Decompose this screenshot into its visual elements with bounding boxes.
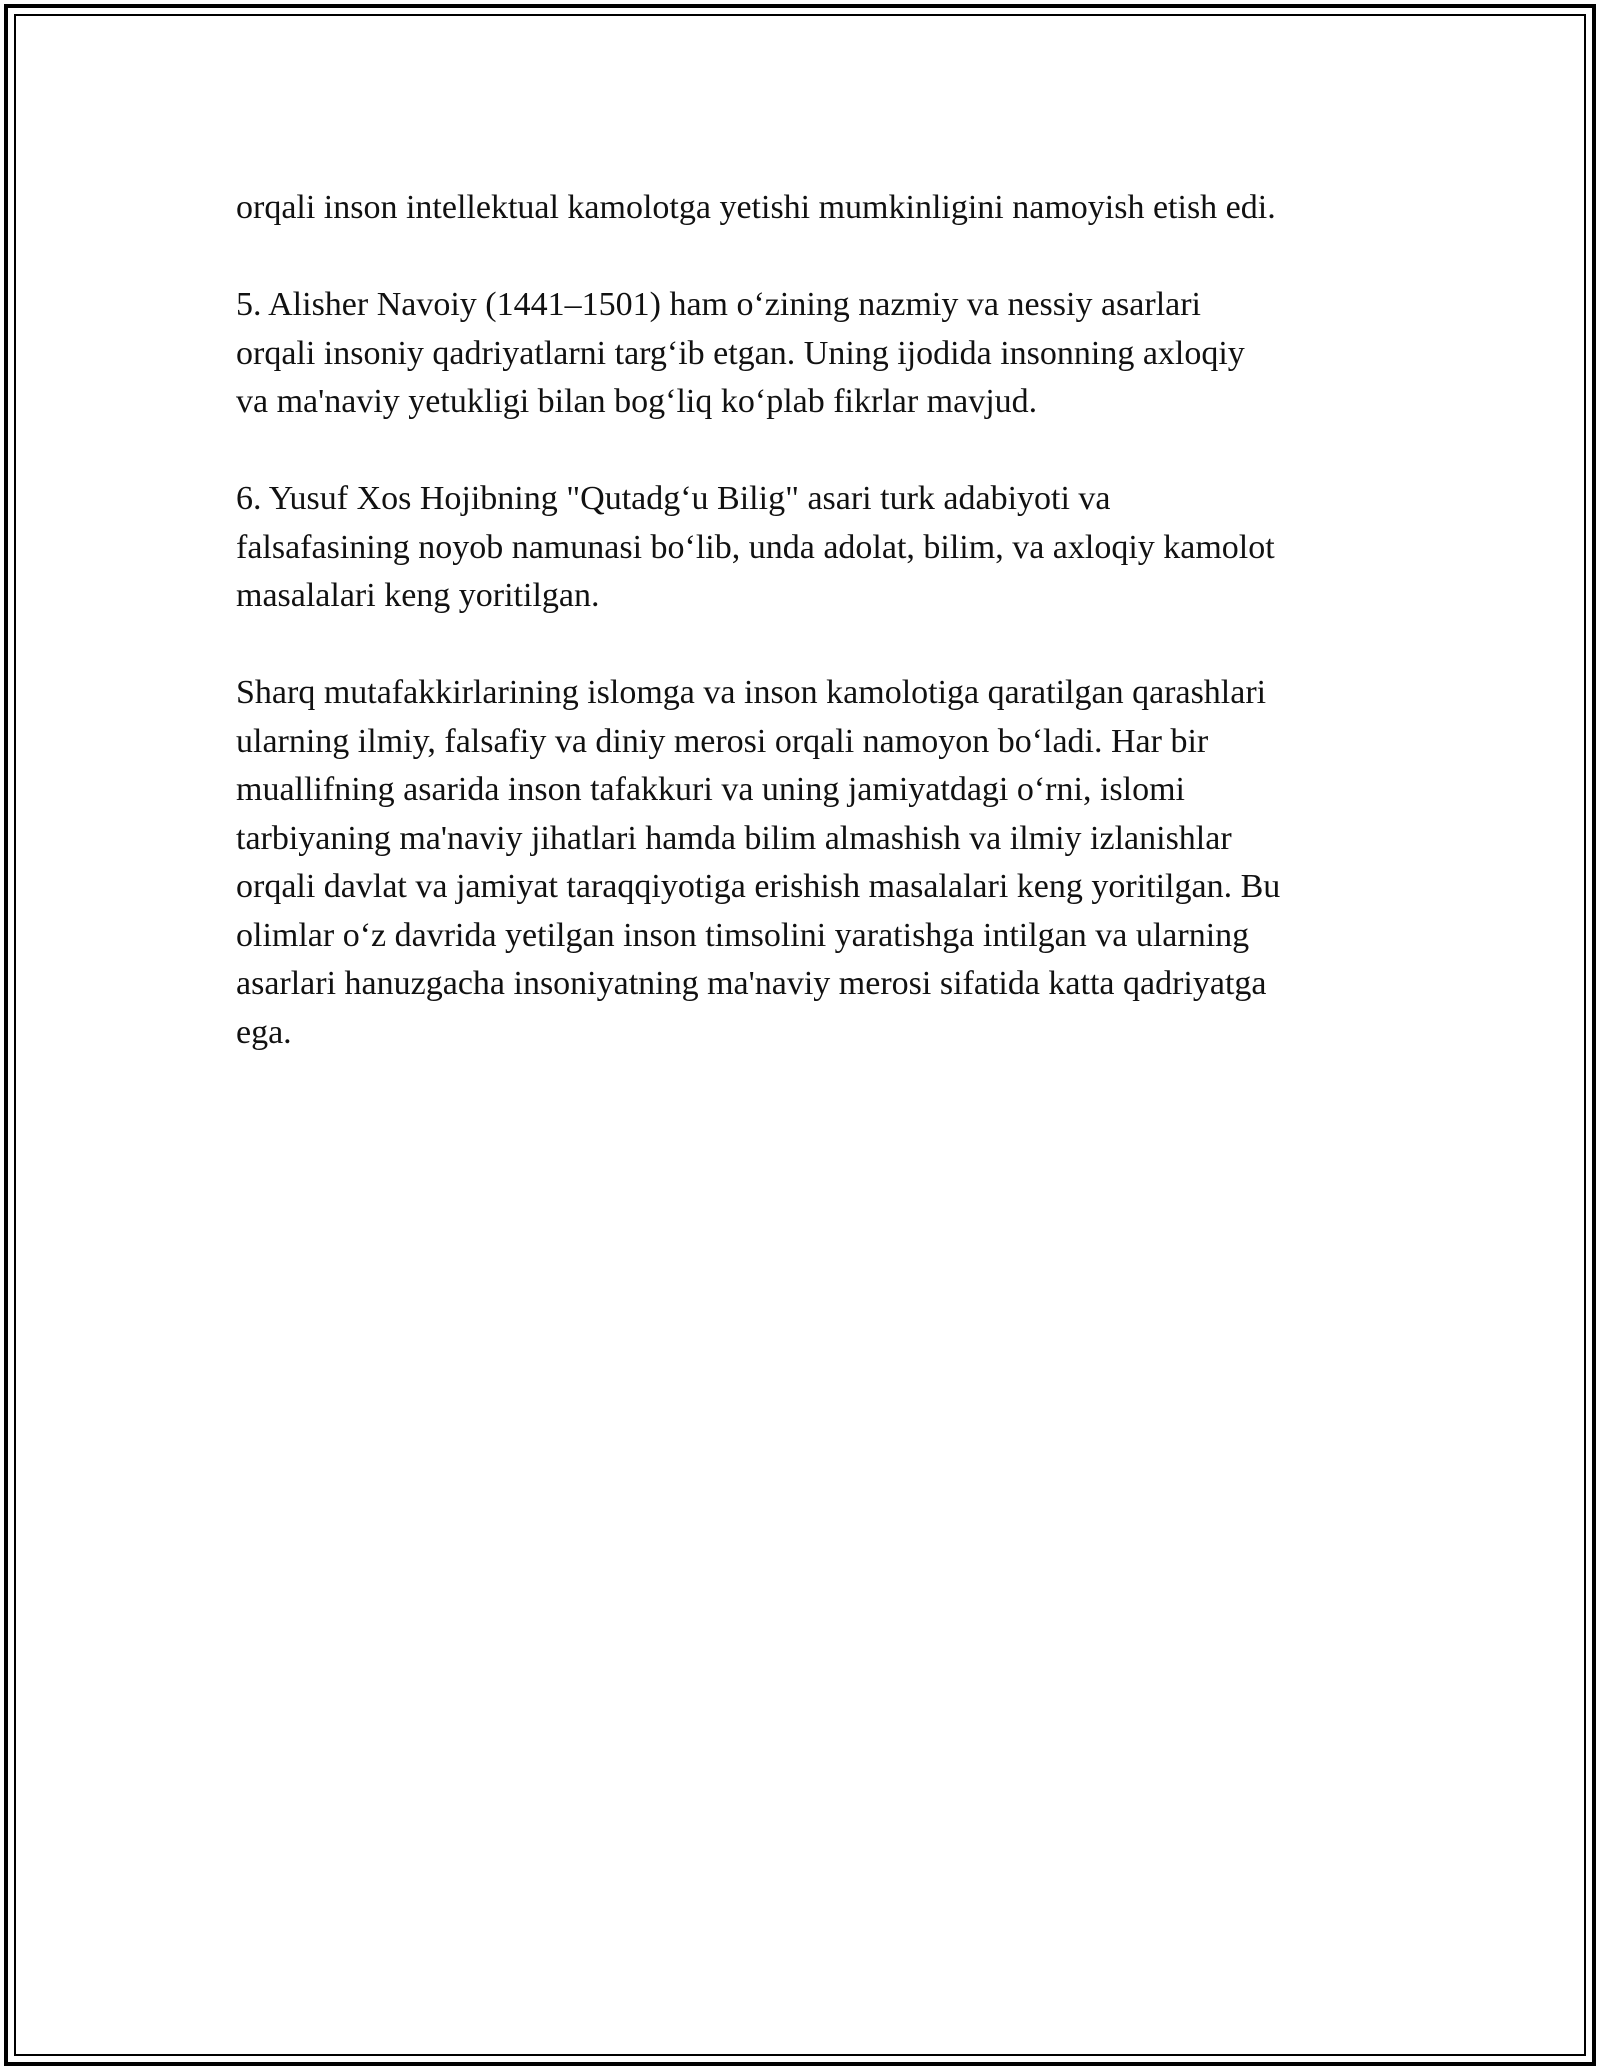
paragraph-continuation: orqali inson intellektual kamolotga yetishi mumkinligini namoyish etish edi. bbox=[236, 189, 1276, 226]
paragraph-item-5-navoiy: 5. Alisher Navoiy (1441–1501) ham o‘zining nazmiy va nessiy asarlari orqali insoniy qadriyatlarni targ‘ib etgan. Uning ijodida insonning axloqiy va ma'naviy yetukligi bilan bog‘liq ko‘plab fikrlar mavjud. bbox=[236, 286, 1245, 420]
paragraph-item-6-yusuf-xos-hojib: 6. Yusuf Xos Hojibning "Qutadg‘u Bilig" asari turk adabiyoti va falsafasining noyob namunasi bo‘lib, unda adolat, bilim, va axloqiy kamolot masalalari keng yoritilgan. bbox=[236, 480, 1275, 614]
paragraph-conclusion: Sharq mutafakkirlarining islomga va inson kamolotiga qaratilgan qarashlari ularning ilmiy, falsafiy va diniy merosi orqali namoyon bo‘ladi. Har bir muallifning asarida inson tafakkuri va uning jamiyatdagi o‘rni, islomi tarbiyaning ma'naviy jihatlari hamda bilim almashish va ilmiy izlanishlar orqali davlat va jamiyat taraqqiyotiga erishish masalalari keng yoritilgan. Bu olimlar o‘z davrida yetilgan inson timsolini yaratishga intilgan va ularning asarlari hanuzgacha insoniyatning ma'naviy merosi sifatida katta qadriyatga ega. bbox=[236, 674, 1281, 1051]
document-body bbox=[236, 184, 1366, 1106]
